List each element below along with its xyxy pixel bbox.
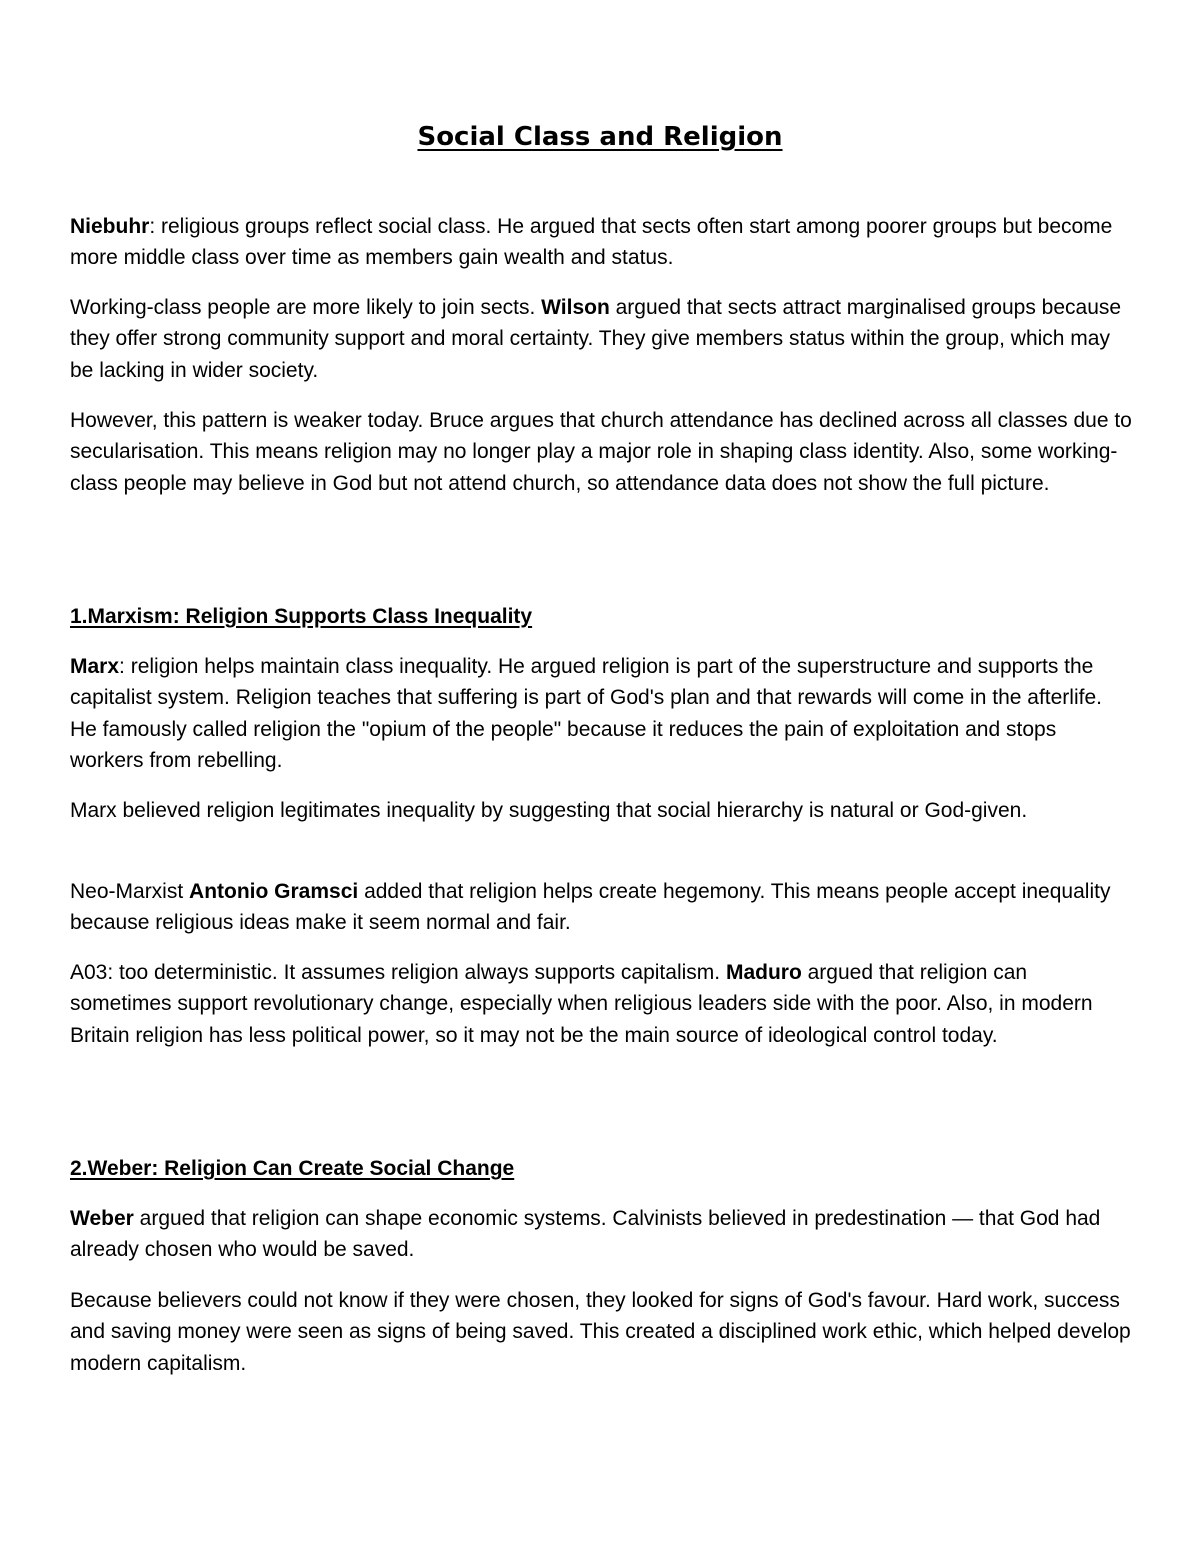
paragraph-gramsci bbox=[70, 876, 1132, 939]
section-heading-marxism: 1.Marxism: Religion Supports Class Inequality bbox=[70, 605, 533, 628]
paragraph-niebuhr bbox=[70, 211, 1132, 274]
paragraph-legitimation bbox=[70, 795, 1132, 826]
term-marx: Marx bbox=[70, 655, 120, 678]
section-heading-weber: 2.Weber: Religion Can Create Social Change bbox=[70, 1157, 515, 1180]
paragraph-text: argued that religion can shape economic systems. Calvinists believed in predestination — that God had already chosen who would be saved. bbox=[70, 1207, 1101, 1262]
paragraph-lead-text: A03: too deterministic. It assumes religion always supports capitalism. bbox=[70, 961, 726, 984]
paragraph-text: argued that sects attract marginalised groups because they offer strong community support and moral certainty. They give members status within the group, which may be lacking in wider society. bbox=[70, 296, 1122, 382]
paragraph-evaluation bbox=[70, 957, 1132, 1051]
paragraph-text: However, this pattern is weaker today. Bruce argues that church attendance has declined across all classes due to secularisation. This means religion may no longer play a major role in shaping class identity. Also, some working-class people may believe in God but not attend church, so attendance data does not show the full picture. bbox=[70, 409, 1132, 495]
paragraph-wilson bbox=[70, 292, 1132, 386]
paragraph-text: : religious groups reflect social class. He argued that sects often start among poorer groups but become more middle class over time as members gain wealth and status. bbox=[70, 215, 1113, 270]
document-title: Social Class and Religion bbox=[417, 122, 783, 152]
term-weber: Weber bbox=[70, 1207, 134, 1230]
paragraph-calvinism bbox=[70, 1285, 1132, 1379]
paragraph-text: : religion helps maintain class inequality. He argued religion is part of the superstructure and supports the capitalist system. Religion teaches that suffering is part of God's plan and that rewards will come in the afterlife. He famously called religion the "opium of the people" because it reduces the pain of exploitation and stops workers from rebelling. bbox=[70, 655, 1102, 772]
term-gramsci: Antonio Gramsci bbox=[189, 880, 359, 903]
term-niebuhr: Niebuhr bbox=[70, 215, 150, 238]
term-maduro: Maduro bbox=[725, 961, 802, 984]
paragraph-text: Marx believed religion legitimates inequality by suggesting that social hierarchy is natural or God-given. bbox=[70, 799, 1028, 822]
paragraph-text: argued that religion can sometimes support revolutionary change, especially when religious leaders side with the poor. Also, in modern Britain religion has less political power, so it may not be the main source of ideological control today. bbox=[70, 961, 1093, 1047]
paragraph-lead-text: Neo-Marxist bbox=[70, 880, 190, 903]
paragraph-text: added that religion helps create hegemony. This means people accept inequality because religious ideas make it seem normal and fair. bbox=[70, 880, 1111, 935]
term-wilson: Wilson bbox=[541, 296, 610, 319]
paragraph-bruce bbox=[70, 405, 1132, 499]
paragraph-marx bbox=[70, 651, 1132, 776]
paragraph-lead-text: Working-class people are more likely to join sects. bbox=[70, 296, 542, 319]
paragraph-text: Because believers could not know if they were chosen, they looked for signs of God's favour. Hard work, success and saving money were seen as signs of being saved. This created a disciplined work ethic, which helped develop modern capitalism. bbox=[70, 1289, 1131, 1375]
paragraph-weber bbox=[70, 1203, 1132, 1266]
